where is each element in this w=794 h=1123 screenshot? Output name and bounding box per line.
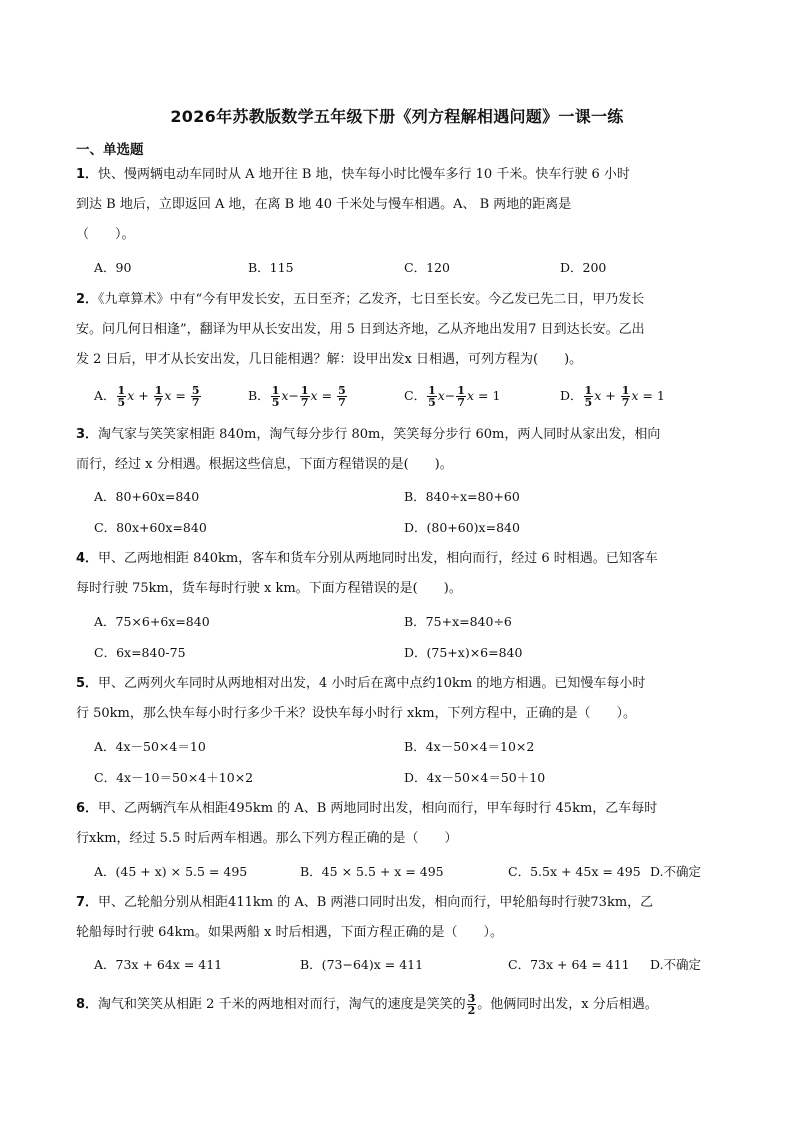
- question-4: [76, 544, 728, 604]
- question-number: 6．: [76, 801, 99, 816]
- option-label: D．: [560, 388, 583, 403]
- question-6: [76, 794, 728, 854]
- question-number: 8．: [76, 997, 99, 1012]
- fraction: $\frac{1}{5}$: [271, 384, 280, 409]
- question-number: 1．: [76, 167, 99, 182]
- question-text-line: 安。问几何日相逢”，翻译为甲从长安出发，用 5 日到达齐地，乙从齐地出发用7 日到达长安。乙出: [76, 322, 645, 337]
- option-d[interactable]: D．200: [560, 260, 607, 275]
- option-a[interactable]: A．4x－50×4＝10: [94, 739, 206, 754]
- question-7: [76, 888, 728, 948]
- option-d[interactable]: D.不确定: [650, 864, 702, 879]
- fraction: $\frac{1}{7}$: [154, 384, 163, 409]
- question-text-line: 甲、乙轮船分别从相距411km 的 A、B 两港口同时出发，相向而行，甲轮船每时行驶73km，乙: [98, 895, 654, 910]
- question-number: 7．: [76, 895, 99, 910]
- option-c[interactable]: C．120: [404, 260, 450, 275]
- option-d[interactable]: D．(80+60)x=840: [404, 520, 520, 535]
- question-text-line: 行xkm，经过 5.5 时后两车相遇。那么下列方程正确的是（ ）: [76, 831, 458, 846]
- option-d[interactable]: D． $\frac{1}{5}$ x + $\frac{1}{7}$ x = 1: [560, 384, 665, 409]
- option-label: A．: [94, 388, 116, 403]
- fraction: $\frac{5}{7}$: [338, 384, 346, 409]
- option-c[interactable]: C．6x=840-75: [94, 645, 186, 660]
- question-text-line: 《九章算术》中有“今有甲发长安，五日至齐；乙发齐，七日至长安。今乙发已先二日，甲乃发长: [98, 292, 645, 307]
- question-text-line: 甲、乙两辆汽车从相距495km 的 A、B 两地同时出发，相向而行，甲车每时行 45km，乙车每时: [98, 801, 658, 816]
- question-2: [76, 285, 728, 375]
- option-b[interactable]: B．(73−64)x = 411: [300, 957, 424, 972]
- option-a[interactable]: A．(45 + x) × 5.5 = 495: [94, 864, 248, 879]
- option-c[interactable]: C．5.5x + 45x = 495: [508, 864, 641, 879]
- question-text-line: 快、慢两辆电动车同时从 A 地开往 B 地，快车每小时比慢车多行 10 千米。快车行驶 6 小时: [98, 167, 630, 182]
- option-c[interactable]: C．80x+60x=840: [94, 520, 207, 535]
- option-a[interactable]: A．75×6+6x=840: [94, 614, 210, 629]
- question-text-line: 淘气家与笑笑家相距 840m，淘气每分步行 80m，笑笑每分步行 60m，两人同时从家出发，相向: [98, 427, 661, 442]
- option-label: B．: [248, 388, 270, 403]
- option-a[interactable]: A．80+60x=840: [94, 489, 200, 504]
- option-b[interactable]: B．75+x=840÷6: [404, 614, 512, 629]
- question-text-line: 发 2 日后，甲才从长安出发，几日能相遇？解：设甲出发x 日相遇，可列方程为( )。: [76, 352, 583, 367]
- question-3: [76, 420, 728, 480]
- question-text-line: 淘气和笑笑从相距 2 千米的两地相对而行，淘气的速度是笑笑的: [98, 997, 466, 1012]
- question-text-line: 行 50km，那么快车每小时行多少千米？设快车每小时行 xkm，下列方程中，正确的是（ ）。: [76, 706, 637, 721]
- option-a[interactable]: A．73x + 64x = 411: [94, 957, 223, 972]
- question-text-line: （ ）。: [76, 227, 135, 242]
- fraction: $\frac{5}{7}$: [191, 384, 200, 409]
- fraction: $\frac{1}{7}$: [457, 384, 465, 409]
- option-label: C．: [404, 388, 427, 403]
- option-c[interactable]: C． $\frac{1}{5}$ x− $\frac{1}{7}$ x = 1: [404, 384, 501, 409]
- fraction: $\frac{1}{5}$: [584, 384, 593, 409]
- question-text-line: 到达 B 地后，立即返回 A 地，在离 B 地 40 千米处与慢车相遇。A、 B 两地的距离是: [76, 197, 572, 212]
- option-d[interactable]: D．4x－50×4＝50＋10: [404, 770, 546, 785]
- question-5: [76, 669, 728, 729]
- question-text-line: 甲、乙两地相距 840km，客车和货车分别从两地同时出发，相向而行，经过 6 时相遇。已知客车: [98, 551, 658, 566]
- question-number: 4．: [76, 551, 99, 566]
- option-c[interactable]: C．4x－10＝50×4＋10×2: [94, 770, 254, 785]
- question-number: 3．: [76, 427, 99, 442]
- question-text-line: 。他俩同时出发，x 分后相遇。: [477, 997, 658, 1012]
- fraction: $\frac{1}{7}$: [300, 384, 309, 409]
- option-d[interactable]: D.不确定: [650, 957, 702, 972]
- page-title: 2026年苏教版数学五年级下册《列方程解相遇问题》一课一练: [170, 107, 624, 126]
- option-b[interactable]: B．4x－50×4＝10×2: [404, 739, 535, 754]
- option-b[interactable]: B．115: [248, 260, 294, 275]
- option-b[interactable]: B． $\frac{1}{5}$ x− $\frac{1}{7}$ x = $\frac{5}{7}$: [248, 384, 346, 409]
- fraction: $\frac{1}{5}$: [117, 384, 126, 409]
- option-d[interactable]: D．(75+x)×6=840: [404, 645, 523, 660]
- question-text-line: 而行，经过 x 分相遇。根据这些信息，下面方程错误的是( )。: [76, 457, 453, 472]
- option-b[interactable]: B．45 × 5.5 + x = 495: [300, 864, 444, 879]
- question-number: 5．: [76, 676, 99, 691]
- question-text-line: 每时行驶 75km，货车每时行驶 x km。下面方程错误的是( )。: [76, 581, 462, 596]
- option-b[interactable]: B．840÷x=80+60: [404, 489, 520, 504]
- option-a[interactable]: A． $\frac{1}{5}$ x + $\frac{1}{7}$ x = $\frac{5}{7}$: [94, 384, 200, 409]
- question-8: [76, 990, 728, 1020]
- option-c[interactable]: C．73x + 64 = 411: [508, 957, 630, 972]
- fraction: $\frac{1}{5}$: [428, 384, 436, 409]
- question-1: [76, 160, 728, 250]
- fraction: $\frac{1}{7}$: [621, 384, 630, 409]
- question-number: 2．: [76, 292, 99, 307]
- question-text-line: 轮船每时行驶 64km。如果两船 x 时后相遇，下面方程正确的是（ ）。: [76, 925, 503, 940]
- question-text-line: 甲、乙两列火车同时从两地相对出发，4 小时后在离中点约10km 的地方相遇。已知慢车每小时: [98, 676, 646, 691]
- fraction: $\frac{3}{2}$: [467, 992, 476, 1017]
- option-a[interactable]: A．90: [94, 260, 132, 275]
- section-heading: 一、单选题: [76, 142, 144, 158]
